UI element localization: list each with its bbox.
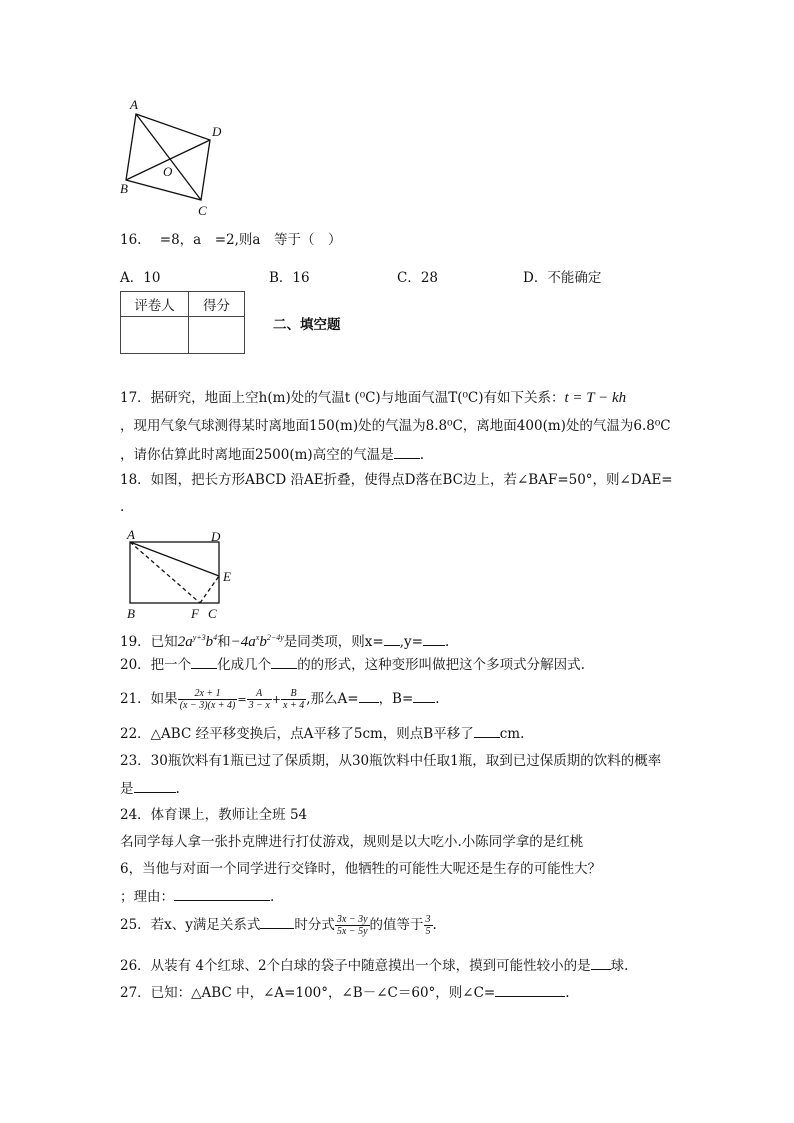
q21-eq: = bbox=[237, 693, 247, 706]
q20-blank-2[interactable] bbox=[271, 654, 297, 669]
fold-line-ae bbox=[130, 542, 219, 576]
section-title: 二、填空题 bbox=[273, 317, 341, 333]
q26-p2: 球. bbox=[610, 958, 629, 974]
score-table-entry-row bbox=[121, 317, 245, 354]
question-22 bbox=[120, 723, 524, 744]
question-18-line1: 18．如图，把长方形ABCD 沿AE折叠，使得点D落在BC边上，若∠BAF=50°，则∠DAE= bbox=[120, 472, 673, 488]
question-24-line1: 24．体育课上，教师让全班 54 bbox=[120, 807, 308, 823]
dashed-line-af bbox=[130, 542, 200, 603]
question-16 bbox=[120, 230, 341, 250]
q21-fraction-a: $\frac{A}{3 - x}$ bbox=[248, 688, 270, 711]
q25-end: . bbox=[432, 917, 437, 933]
question-23-line2 bbox=[120, 778, 180, 799]
q19-suffix1: 是同类项，则x= bbox=[283, 634, 384, 650]
label-c: C bbox=[198, 203, 207, 218]
q22-p2: cm. bbox=[499, 726, 525, 742]
option-b[interactable]: B．16 bbox=[269, 270, 310, 286]
header-score: 得分 bbox=[189, 292, 245, 317]
dashed-line-fe bbox=[200, 576, 219, 603]
figure-rectangle-fold bbox=[122, 526, 247, 621]
option-c[interactable]: C．28 bbox=[397, 270, 439, 286]
q19-mid: 和 bbox=[217, 634, 231, 650]
q25-blank[interactable] bbox=[260, 914, 294, 929]
q26-blank[interactable] bbox=[591, 955, 611, 970]
question-24-line3: 6，当他与对面一个同学进行交锋时，他牺牲的可能性大呢还是生存的可能性大？ bbox=[120, 861, 602, 877]
label-b: B bbox=[127, 606, 135, 621]
label-b: B bbox=[120, 181, 128, 196]
question-25 bbox=[120, 906, 437, 944]
label-a: A bbox=[127, 527, 135, 542]
q23-end: . bbox=[175, 781, 180, 797]
question-16-text: =8，a =2,则a 等于（ ） bbox=[159, 232, 342, 248]
q21-plus: + bbox=[271, 693, 282, 706]
header-grader: 评卷人 bbox=[121, 292, 189, 317]
q25-prefix: 25．若x、y满足关系式 bbox=[120, 917, 261, 933]
label-o: O bbox=[163, 164, 173, 179]
q25-mid: 时分式 bbox=[294, 917, 335, 933]
question-17-line2: ，现用气象气球测得某时离地面150(m)处的气温为8.8⁰C，离地面400(m)处的气温为6.8⁰C bbox=[120, 418, 671, 434]
diagonal-ac bbox=[136, 114, 201, 200]
q27-p2: . bbox=[565, 985, 570, 1001]
q24-prefix: ；理由： bbox=[120, 889, 174, 905]
q26-p1: 26．从装有 4个红球、2个白球的袋子中随意摸出一个球，摸到可能性较小的是 bbox=[120, 958, 591, 974]
q25-mid2: 的值等于 bbox=[369, 917, 424, 933]
q25-fraction: $\frac{3x - 3y}{5x - 5y}$ bbox=[336, 914, 368, 937]
q19-blank-x[interactable] bbox=[384, 631, 400, 646]
q22-p1: 22．△ABC 经平移变换后，点A平移了5cm，则点B平移了 bbox=[120, 726, 474, 742]
score-table-header-row bbox=[121, 292, 245, 317]
q17-answer-blank[interactable] bbox=[394, 444, 420, 459]
figure-quadrilateral-abcd bbox=[118, 96, 228, 221]
q20-p2: 化成几个 bbox=[217, 657, 272, 673]
q19-term2: $-4a^xb^{2-4y}$ bbox=[230, 633, 284, 650]
label-a: A bbox=[130, 97, 138, 112]
question-24-line2: 名同学每人拿一张扑克牌进行打仗游戏，规则是以大吃小.小陈同学拿的是红桃 bbox=[120, 834, 584, 850]
question-27 bbox=[120, 982, 570, 1003]
question-17-line1 bbox=[120, 388, 626, 408]
q21-blank-b[interactable] bbox=[413, 688, 435, 703]
q17-formula: t = T − kh bbox=[564, 390, 627, 406]
q21-suffix1: ,那么A= bbox=[306, 691, 359, 707]
q24-end: . bbox=[270, 889, 275, 905]
q17-text-3: ，请你估算此时离地面2500(m)高空的气温是 bbox=[120, 447, 394, 463]
option-a[interactable]: A．10 bbox=[120, 270, 161, 286]
q17-text-1: 17．据研究，地面上空h(m)处的气温t (⁰C)与地面气温T(⁰C)有如下关系： bbox=[120, 390, 565, 406]
q25-value-fraction: $\frac{3}{5}$ bbox=[425, 914, 431, 937]
q23-prefix: 是 bbox=[120, 781, 134, 797]
q17-end: . bbox=[419, 447, 424, 463]
score-cell[interactable] bbox=[189, 317, 245, 354]
q19-blank-y[interactable] bbox=[423, 631, 445, 646]
q21-fraction-b: $\frac{B}{x + 4}$ bbox=[283, 688, 305, 711]
label-f: F bbox=[191, 606, 199, 621]
q19-term1: $2a^{y+3}b^4$ bbox=[177, 633, 218, 650]
label-d: D bbox=[212, 124, 222, 139]
q19-suffix3: . bbox=[444, 634, 450, 650]
q21-suffix3: . bbox=[435, 691, 440, 707]
label-c: C bbox=[208, 606, 217, 621]
q21-lhs-fraction: $\frac{2x + 1}{(x - 3)(x + 4)}$ bbox=[179, 688, 236, 711]
q24-blank[interactable] bbox=[174, 886, 270, 901]
label-e: E bbox=[223, 569, 231, 584]
question-16-number: 16. bbox=[120, 232, 142, 248]
q21-suffix2: ，B= bbox=[378, 691, 414, 707]
question-24-line4 bbox=[120, 886, 274, 907]
q21-prefix: 21．如果 bbox=[120, 691, 178, 707]
question-18-line2: . bbox=[120, 499, 125, 515]
q20-blank-1[interactable] bbox=[191, 654, 217, 669]
q20-p1: 20．把一个 bbox=[120, 657, 192, 673]
option-d[interactable]: D．不能确定 bbox=[523, 270, 602, 286]
question-26 bbox=[120, 955, 628, 976]
q20-p3: 的的形式，这种变形叫做把这个多项式分解因式. bbox=[297, 657, 585, 673]
q27-p1: 27．已知：△ABC 中，∠A=100°，∠B－∠C＝60°，则∠C= bbox=[120, 985, 496, 1001]
q19-prefix: 19．已知 bbox=[120, 634, 178, 650]
score-table bbox=[120, 291, 245, 354]
q27-blank[interactable] bbox=[495, 982, 565, 997]
question-19 bbox=[120, 628, 449, 652]
question-21 bbox=[120, 682, 440, 717]
label-d: D bbox=[211, 529, 221, 544]
question-20 bbox=[120, 654, 585, 675]
q19-suffix2: ,y= bbox=[399, 634, 423, 650]
grader-cell[interactable] bbox=[121, 317, 189, 354]
question-17-line3 bbox=[120, 444, 424, 465]
question-23-line1: 23．30瓶饮料有1瓶已过了保质期，从30瓶饮料中任取1瓶，取到已过保质期的饮料的概率 bbox=[120, 753, 662, 769]
q23-blank[interactable] bbox=[134, 778, 176, 793]
q22-blank[interactable] bbox=[474, 723, 500, 738]
q21-blank-a[interactable] bbox=[359, 688, 379, 703]
